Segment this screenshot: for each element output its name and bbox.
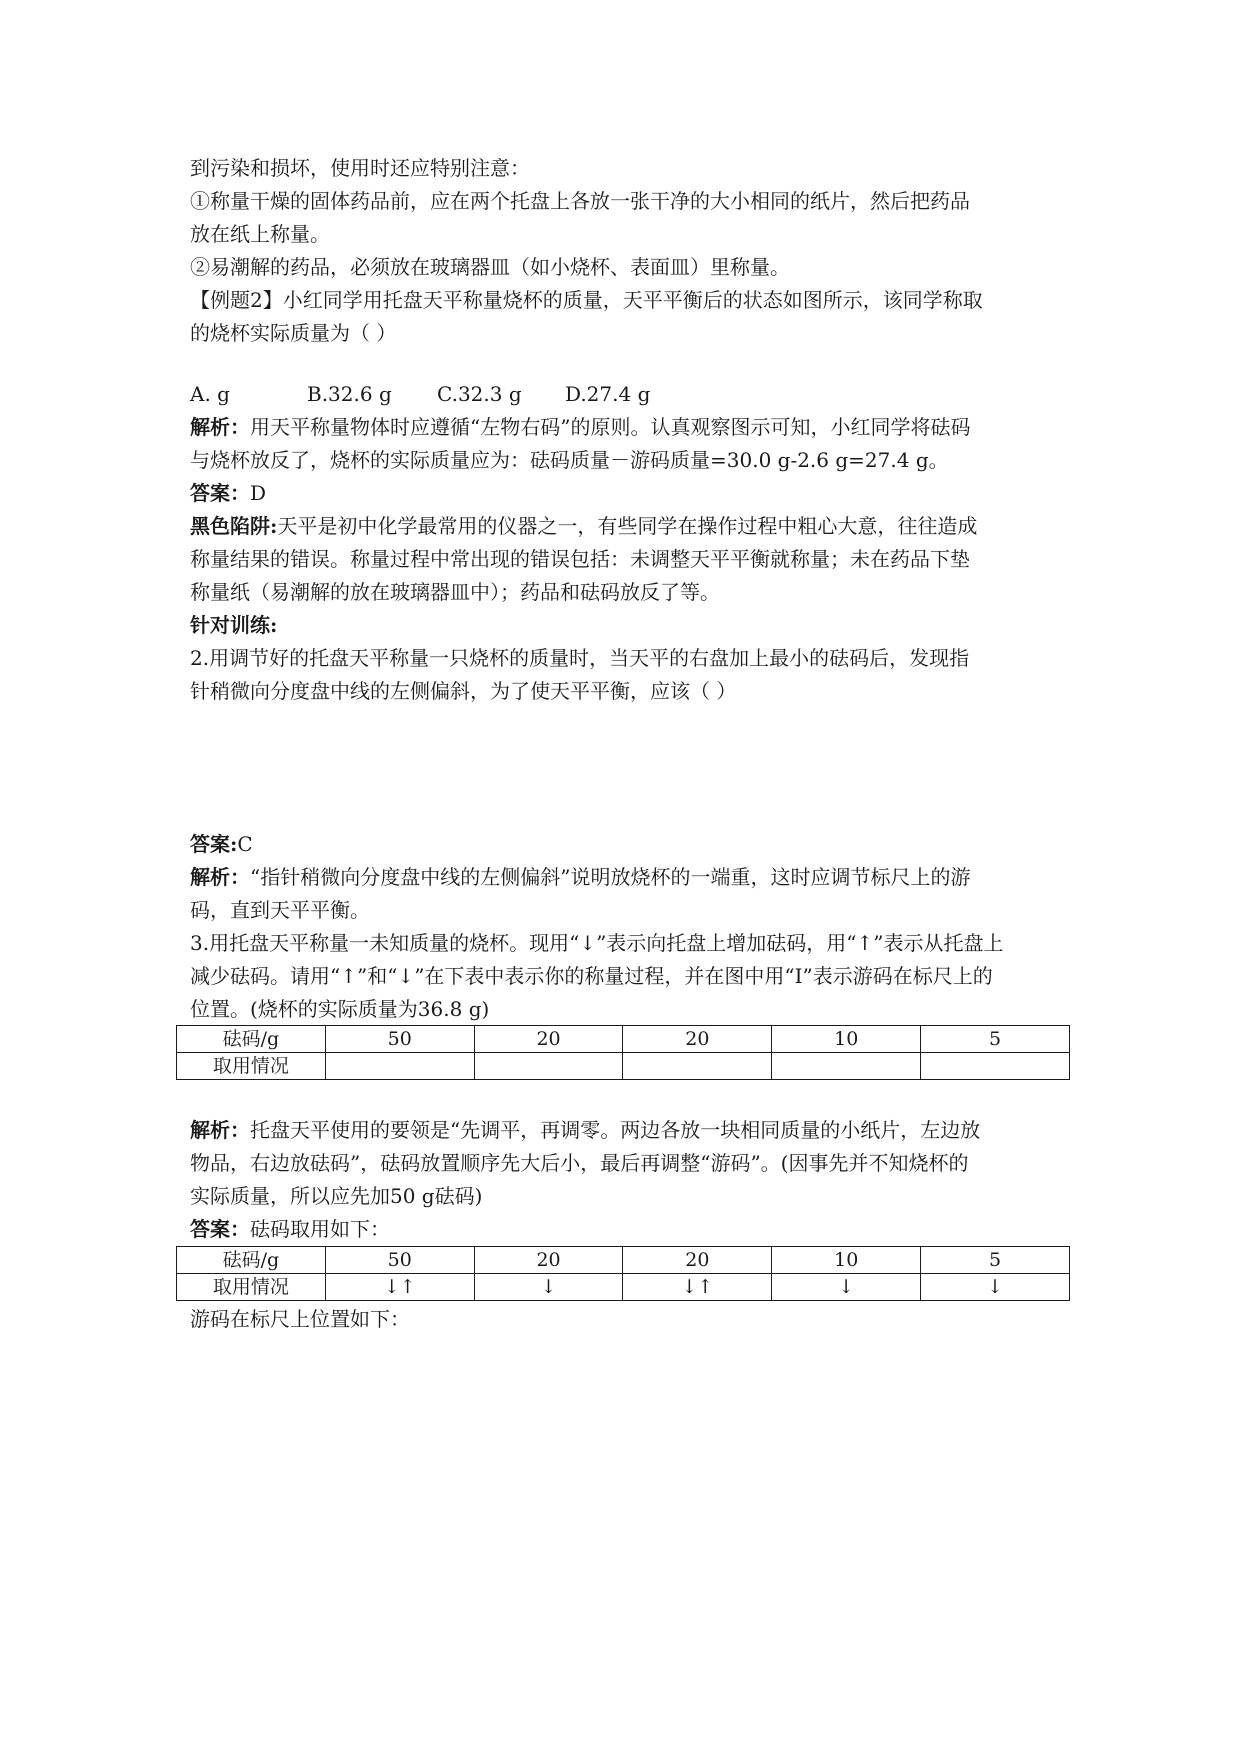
example-2-question-cont: 的烧杯实际质量为（ ） xyxy=(190,321,397,345)
option-c: C.32.3 g xyxy=(437,382,522,406)
row-label: 砝码/g xyxy=(177,1026,326,1053)
weight-table-blank xyxy=(176,1025,1070,1080)
note-item-1-cont: 放在纸上称量。 xyxy=(190,222,330,246)
note-item-2: ②易潮解的药品，必须放在玻璃器皿（如小烧杯、表面皿）里称量。 xyxy=(190,255,790,279)
training-heading: 针对训练: xyxy=(190,613,278,637)
usage-cell: ↓ xyxy=(921,1274,1070,1301)
analysis-text: “指针稍微向分度盘中线的左侧偏斜”说明放烧杯的一端重，这时应调节标尺上的游 xyxy=(250,865,971,889)
answer-value: C xyxy=(237,832,253,856)
answer-text: 砝码取用如下： xyxy=(250,1217,390,1241)
example-2-analysis-cont: 与烧杯放反了，烧杯的实际质量应为：砝码质量－游码质量=30.0 g-2.6 g=27.4 g。 xyxy=(190,448,949,472)
trap-note-cont-2: 称量纸（易潮解的放在玻璃器皿中）；药品和砝码放反了等。 xyxy=(190,580,720,604)
question-2-cont: 针稍微向分度盘中线的左侧偏斜，为了使天平平衡，应该（ ） xyxy=(190,679,737,703)
table-row xyxy=(177,1247,1070,1274)
weight-cell: 10 xyxy=(772,1247,921,1274)
question-3-cont-2: 位置。(烧杯的实际质量为36.8 g) xyxy=(190,997,490,1021)
example-2-question xyxy=(190,284,1070,317)
usage-cell xyxy=(623,1053,772,1080)
trap-note xyxy=(190,510,1070,543)
closing-section xyxy=(190,1303,1070,1336)
answer-label: 答案： xyxy=(190,1217,250,1241)
trap-label: 黑色陷阱: xyxy=(190,514,278,538)
analysis-text: 托盘天平使用的要领是“先调平，再调零。两边各放一块相同质量的小纸片，左边放 xyxy=(250,1118,981,1142)
row-label: 取用情况 xyxy=(177,1274,326,1301)
usage-cell xyxy=(921,1053,1070,1080)
analysis-text: 用天平称量物体时应遵循“左物右码”的原则。认真观察图示可知，小红同学将砝码 xyxy=(250,415,971,439)
table-row xyxy=(177,1026,1070,1053)
example-2-head: 【例题2】 xyxy=(190,288,283,312)
usage-cell xyxy=(474,1053,623,1080)
row-label: 取用情况 xyxy=(177,1053,326,1080)
usage-cell xyxy=(325,1053,474,1080)
example-2-text: 小红同学用托盘天平称量烧杯的质量，天平平衡后的状态如图所示，该同学称取 xyxy=(282,288,983,312)
question-3: 3.用托盘天平称量一未知质量的烧杯。现用“↓”表示向托盘上增加砝码，用“↑”表示从托盘上 xyxy=(190,931,1004,955)
usage-cell xyxy=(772,1053,921,1080)
option-b: B.32.6 g xyxy=(307,382,392,406)
example-2-answer xyxy=(190,477,1070,510)
example-2-analysis xyxy=(190,411,1070,444)
question-2-solution xyxy=(190,828,1070,1026)
question-3-analysis-cont-2: 实际质量，所以应先加50 g砝码) xyxy=(190,1184,483,1208)
usage-cell: ↓↑ xyxy=(623,1274,772,1301)
question-2: 2.用调节好的托盘天平称量一只烧杯的质量时，当天平的右盘加上最小的砝码后，发现指 xyxy=(190,646,970,670)
question-2-analysis xyxy=(190,861,1070,894)
usage-cell: ↓ xyxy=(474,1274,623,1301)
question-3-cont-1: 减少砝码。请用“↑”和“↓”在下表中表示你的称量过程，并在图中用“I”表示游码在标尺上的 xyxy=(190,964,993,988)
question-3-analysis xyxy=(190,1114,1070,1147)
answer-label: 答案： xyxy=(190,481,250,505)
question-3-answer xyxy=(190,1213,1070,1246)
closing-line: 游码在标尺上位置如下： xyxy=(190,1307,410,1331)
option-a: A. g xyxy=(190,382,230,406)
option-d: D.27.4 g xyxy=(565,382,651,406)
document-body xyxy=(190,152,1070,708)
weight-cell: 20 xyxy=(474,1026,623,1053)
question-3-solution xyxy=(190,1114,1070,1246)
question-2-answer xyxy=(190,828,1070,861)
trap-note-cont-1: 称量结果的错误。称量过程中常出现的错误包括：未调整天平平衡就称量；未在药品下垫 xyxy=(190,547,970,571)
weight-cell: 20 xyxy=(474,1247,623,1274)
weight-table-answer xyxy=(176,1246,1070,1301)
weight-cell: 5 xyxy=(921,1026,1070,1053)
analysis-label: 解析： xyxy=(190,865,250,889)
table-row xyxy=(177,1274,1070,1301)
row-label: 砝码/g xyxy=(177,1247,326,1274)
answer-value: D xyxy=(250,481,267,505)
analysis-label: 解析： xyxy=(190,1118,250,1142)
question-3-analysis-cont-1: 物品，右边放砝码”，砝码放置顺序先大后小，最后再调整“游码”。(因事先并不知烧杯的 xyxy=(190,1151,969,1175)
answer-label: 答案: xyxy=(190,832,238,856)
weight-cell: 10 xyxy=(772,1026,921,1053)
table-row xyxy=(177,1053,1070,1080)
note-item-1: ①称量干燥的固体药品前，应在两个托盘上各放一张干净的大小相同的纸片，然后把药品 xyxy=(190,189,970,213)
weight-cell: 20 xyxy=(623,1247,772,1274)
weight-cell: 50 xyxy=(325,1247,474,1274)
example-2-options xyxy=(190,378,1070,411)
usage-cell: ↓↑ xyxy=(325,1274,474,1301)
intro-line: 到污染和损坏，使用时还应特别注意： xyxy=(190,156,530,180)
weight-cell: 5 xyxy=(921,1247,1070,1274)
question-2-analysis-cont: 码，直到天平平衡。 xyxy=(190,898,370,922)
usage-cell: ↓ xyxy=(772,1274,921,1301)
weight-cell: 20 xyxy=(623,1026,772,1053)
trap-text: 天平是初中化学最常用的仪器之一，有些同学在操作过程中粗心大意，往往造成 xyxy=(277,514,978,538)
weight-cell: 50 xyxy=(325,1026,474,1053)
analysis-label: 解析： xyxy=(190,415,250,439)
